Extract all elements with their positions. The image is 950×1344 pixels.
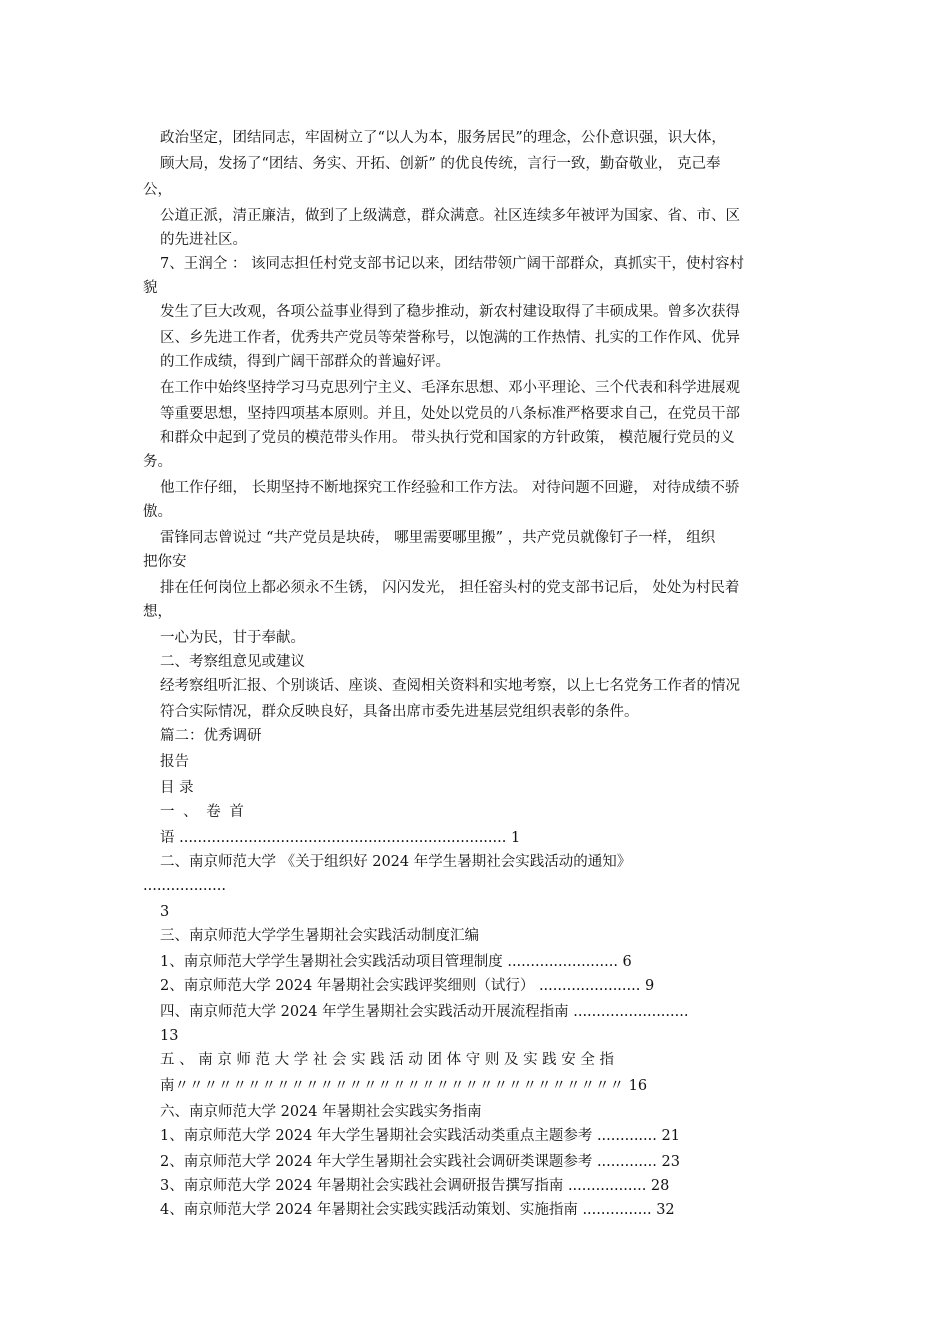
toc-entry: 3、南京师范大学 2024 年暑期社会实践社会调研报告撰写指南 ................. 28: [160, 1178, 670, 1194]
toc-page-number: 3: [160, 904, 170, 920]
toc-entry: 南〃〃〃〃〃〃〃〃〃〃〃〃〃〃〃〃〃〃〃〃〃〃〃〃〃〃〃〃〃〃〃 16: [160, 1078, 648, 1094]
body-line: 貌: [143, 280, 158, 296]
body-line: 把你安: [143, 554, 187, 570]
toc-entry: 四、南京师范大学 2024 年学生暑期社会实践活动开展流程指南 .........................: [160, 1004, 689, 1020]
body-line: 在工作中始终坚持学习马克思列宁主义、毛泽东思想、邓小平理论、三个代表和科学进展观: [160, 380, 740, 396]
body-line: 务。: [143, 454, 172, 470]
body-line: 符合实际情况，群众反映良好，具备出席市委先进基层党组织表彰的条件。: [160, 704, 639, 720]
body-line: 公，: [143, 182, 172, 198]
toc-leader: ..................: [143, 878, 226, 894]
toc-entry: 4、南京师范大学 2024 年暑期社会实践实践活动策划、实施指南 ............... 32: [160, 1202, 675, 1218]
body-line: 顾大局，发扬了“团结、务实、开拓、创新” 的优良传统，言行一致，勤奋敬业， 克己奉: [160, 156, 721, 172]
body-line: 的工作成绩，得到广阔干部群众的普遍好评。: [160, 354, 450, 370]
body-line: 傲。: [143, 504, 172, 520]
body-line: 雷锋同志曾说过 “共产党员是块砖， 哪里需要哪里搬” ，共产党员就像钉子一样， 组织: [160, 530, 716, 546]
body-line: 发生了巨大改观，各项公益事业得到了稳步推动，新农村建设取得了丰硕成果。曾多次获得: [160, 304, 740, 320]
toc-title: 目 录: [160, 780, 194, 796]
body-line: 等重要思想，坚持四项基本原则。并且，处处以党员的八条标准严格要求自己，在党员干部: [160, 406, 740, 422]
section-heading: 二、考察组意见或建议: [160, 654, 305, 670]
toc-entry: 2、南京师范大学 2024 年大学生暑期社会实践社会调研类课题参考 ............. 23: [160, 1154, 680, 1170]
toc-page-number: 13: [160, 1028, 179, 1044]
article-heading: 篇二：优秀调研: [160, 728, 262, 744]
article-heading: 报告: [160, 754, 189, 770]
body-line: 和群众中起到了党员的模范带头作用。 带头执行党和国家的方针政策， 模范履行党员的义: [160, 430, 735, 446]
body-line: 政治坚定，团结同志，牢固树立了“以人为本，服务居民”的理念，公仆意识强，识大体，: [160, 130, 726, 146]
body-line: 7、王润仝 ： 该同志担任村党支部书记以来，团结带领广阔干部群众，真抓实干，使村容村: [160, 256, 744, 272]
body-line: 经考察组听汇报、个别谈话、座谈、查阅相关资料和实地考察，以上七名党务工作者的情况: [160, 678, 740, 694]
toc-entry: 语 ....................................................................... 1: [160, 830, 521, 846]
toc-entry: 五 、 南 京 师 范 大 学 社 会 实 践 活 动 团 体 守 则 及 实 践 安 全 指: [160, 1052, 615, 1068]
toc-entry: 1、南京师范大学学生暑期社会实践活动项目管理制度 ........................ 6: [160, 954, 632, 970]
toc-entry: 三、南京师范大学学生暑期社会实践活动制度汇编: [160, 928, 479, 944]
body-line: 想，: [143, 604, 172, 620]
body-line: 一心为民，甘于奉献。: [160, 630, 305, 646]
body-line: 区、乡先进工作者，优秀共产党员等荣誉称号，以饱满的工作热情、扎实的工作作风、优异: [160, 330, 740, 346]
body-line: 排在任何岗位上都必须永不生锈， 闪闪发光， 担任窑头村的党支部书记后， 处处为村民着: [160, 580, 740, 596]
toc-entry: 1、南京师范大学 2024 年大学生暑期社会实践活动类重点主题参考 ............. 21: [160, 1128, 680, 1144]
toc-entry: 六、南京师范大学 2024 年暑期社会实践实务指南: [160, 1104, 482, 1120]
toc-entry: 二、南京师范大学 《关于组织好 2024 年学生暑期社会实践活动的通知》: [160, 854, 632, 870]
body-line: 的先进社区。: [160, 232, 247, 248]
toc-entry: 2、南京师范大学 2024 年暑期社会实践评奖细则（试行） ...................... 9: [160, 978, 655, 994]
body-line: 公道正派，清正廉洁，做到了上级满意，群众满意。社区连续多年被评为国家、省、市、区: [160, 208, 740, 224]
toc-entry: 一 、 卷 首: [160, 804, 246, 820]
body-line: 他工作仔细， 长期坚持不断地探究工作经验和工作方法。 对待问题不回避， 对待成绩不骄: [160, 480, 740, 496]
